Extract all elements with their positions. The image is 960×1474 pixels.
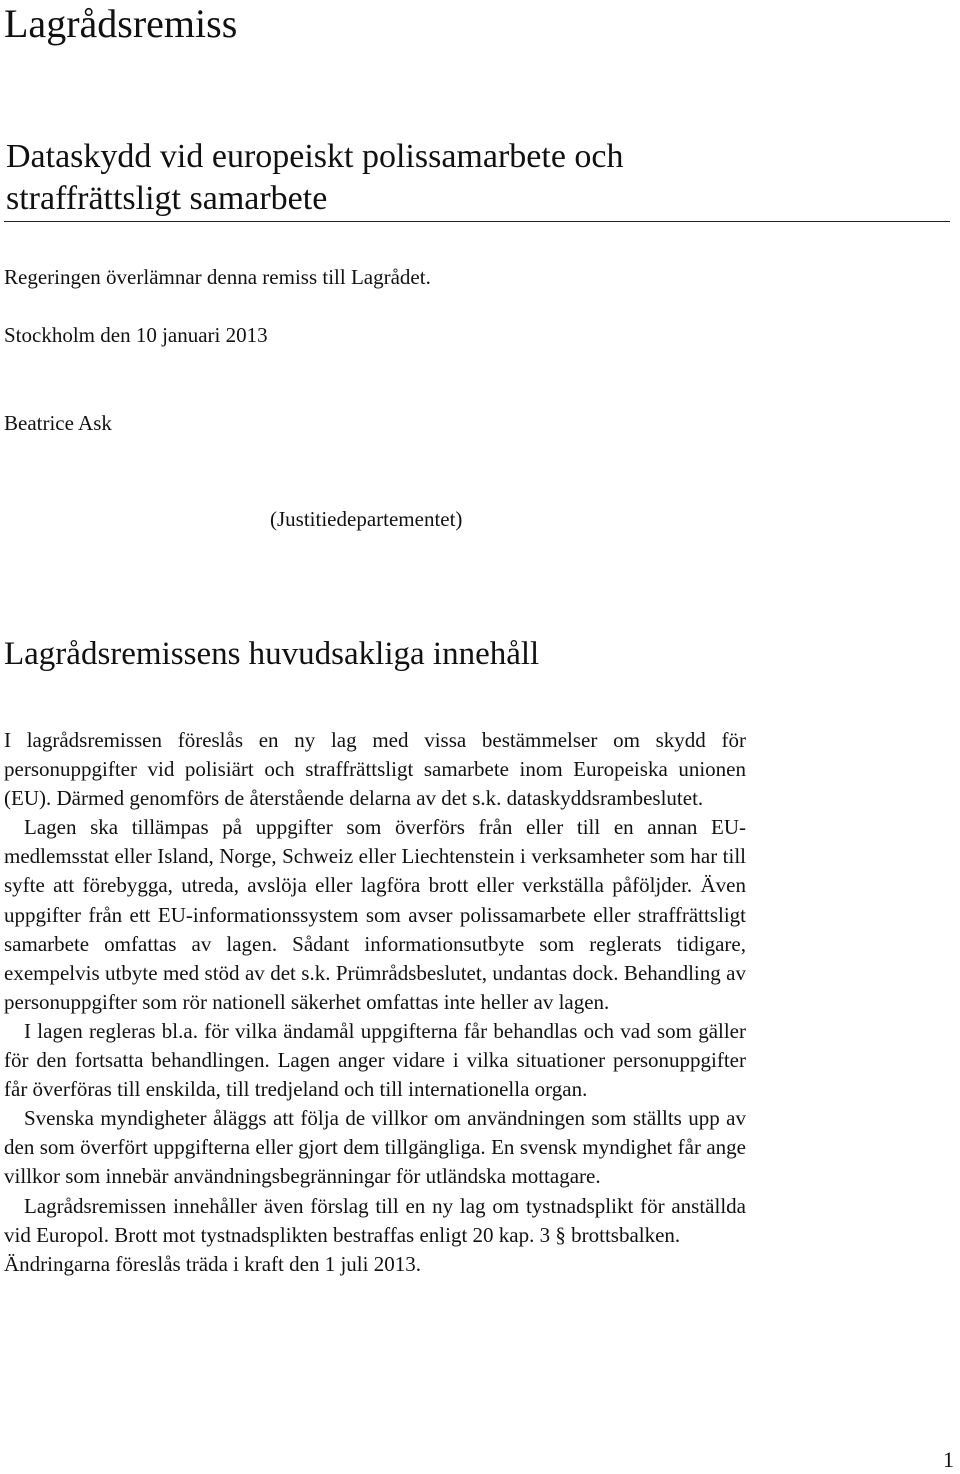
summary-paragraph: Lagrådsremissen innehåller även förslag till en ny lag om tystnadsplikt för anställda vid Europol. Brott mot tystnadsplikten bestraffas enligt 20 kap. 3 § brottsbalken. — [4, 1193, 746, 1247]
summary-paragraph: Lagen ska tillämpas på uppgifter som överförs från eller till en annan EU-medlemsstat eller Island, Norge, Schweiz eller Liechtenstein i verksamheter som har till syfte att förebygga, utreda, avslöja eller lagföra brott eller verkställa påföljder. Även uppgifter från ett EU-informationssystem som avser polissamarbete eller straffrättsligt samarbete omfattas av lagen. Sådant informationsutbyte som reglerats tidigare, exempelvis utbyte med stöd av det s.k. Prümrådsbeslutet, undantas dock. Behandling av personuppgifter som rör nationell säkerhet omfattas inte heller av lagen. — [4, 815, 746, 1014]
summary-body — [4, 726, 746, 1279]
summary-paragraph: I lagrådsremissen föreslås en ny lag med vissa bestämmelser om skydd för personuppgifter vid polisiärt och straffrättsligt samarbete inom Europeiska unionen (EU). Därmed genomförs de återstående delarna av det s.k. dataskyddsrambeslutet. — [4, 728, 746, 811]
summary-paragraph: Ändringarna föreslås träda i kraft den 1 juli 2013. — [4, 1251, 421, 1276]
submission-statement: Regeringen överlämnar denna remiss till Lagrådet. — [4, 265, 431, 289]
summary-paragraph: I lagen regleras bl.a. för vilka ändamål uppgifterna får behandlas och vad som gäller för den fortsatta behandlingen. Lagen anger vidare i vilka situationer personuppgifter får överföras till enskilda, till tredjeland och till internationella organ. — [4, 1018, 746, 1102]
date-line: Stockholm den 10 januari 2013 — [4, 323, 268, 347]
signatory-name: Beatrice Ask — [4, 411, 112, 435]
section-heading: Lagrådsremissens huvudsakliga innehåll — [4, 636, 540, 672]
document-subtitle: Dataskydd vid europeiskt polissamarbete och straffrättsligt samarbete — [6, 138, 624, 217]
page-number: 1 — [943, 1447, 954, 1472]
title-divider — [4, 221, 950, 222]
document-title: Lagrådsremiss — [4, 1, 238, 46]
department-name: (Justitiedepartementet) — [270, 507, 463, 531]
summary-paragraph: Svenska myndigheter åläggs att följa de villkor om användningen som ställts upp av den som överfört uppgifterna eller gjort dem tillgängliga. En svensk myndighet får ange villkor som innebär användningsbegränningar för utländska mottagare. — [4, 1106, 746, 1189]
